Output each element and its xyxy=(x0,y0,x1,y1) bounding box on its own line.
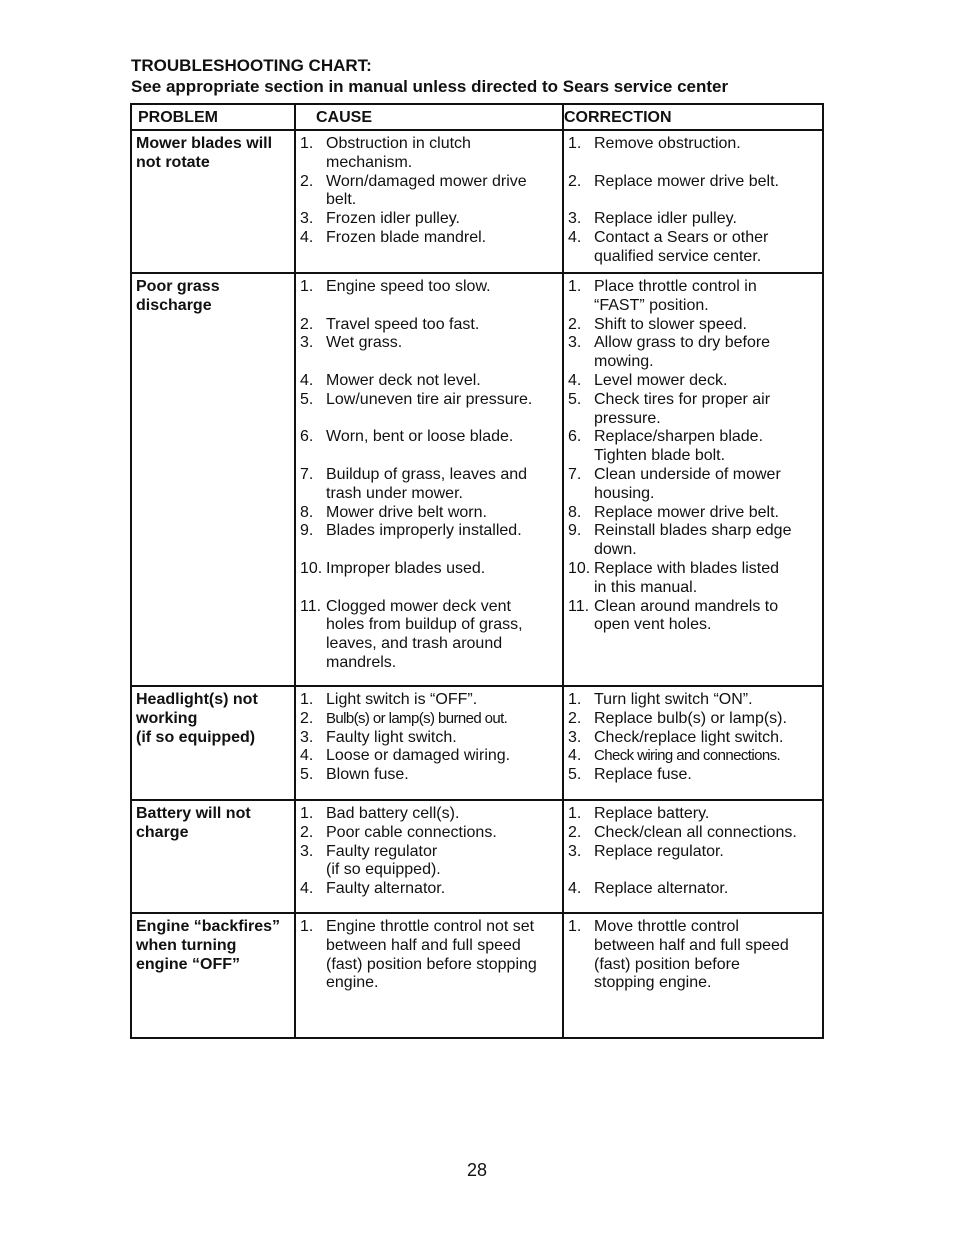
correction-text: Replace regulator. xyxy=(594,842,724,860)
correction-number: 3. xyxy=(568,728,582,746)
chart-title: TROUBLESHOOTING CHART: xyxy=(131,56,372,75)
cause-number: 3. xyxy=(300,728,314,746)
correction-text: Replace alternator. xyxy=(594,880,729,898)
cause-text: Faulty regulator xyxy=(326,842,438,860)
cause-number: 1. xyxy=(300,691,314,708)
cause-number: 11. xyxy=(300,597,322,615)
correction-text: Replace mower drive belt. xyxy=(594,503,779,521)
problem-text: (if so equipped) xyxy=(136,728,256,746)
correction-text: Level mower deck. xyxy=(594,372,728,389)
problem-cell xyxy=(136,135,272,173)
correction-number: 1. xyxy=(568,278,582,295)
correction-number: 5. xyxy=(568,766,582,784)
correction-number: 3. xyxy=(568,334,582,352)
cause-number: 6. xyxy=(300,428,314,446)
correction-text: (fast) position before xyxy=(594,955,740,973)
cause-number: 5. xyxy=(300,766,314,784)
problem-text: charge xyxy=(136,823,189,841)
cause-text: Light switch is “OFF”. xyxy=(326,691,478,708)
correction-number: 6. xyxy=(568,428,582,446)
correction-text: in this manual. xyxy=(594,578,698,596)
correction-text: Clean around mandrels to xyxy=(594,597,779,615)
cause-text: Mower deck not level. xyxy=(326,372,481,389)
cause-number: 4. xyxy=(300,372,314,389)
correction-number: 3. xyxy=(568,842,582,860)
correction-text: Check wiring and connections. xyxy=(594,747,781,765)
correction-text: down. xyxy=(594,541,637,559)
chart-subtitle: See appropriate section in manual unless directed to Sears service center xyxy=(131,77,729,96)
correction-number: 2. xyxy=(568,172,582,190)
cause-text: mandrels. xyxy=(326,653,397,671)
correction-number: 7. xyxy=(568,466,582,483)
cause-text: Poor cable connections. xyxy=(326,823,497,841)
correction-text: Replace/sharpen blade. xyxy=(594,428,764,446)
cause-number: 1. xyxy=(300,918,314,935)
problem-text: Battery will not xyxy=(136,805,251,822)
correction-text: Check/replace light switch. xyxy=(594,728,784,746)
cause-text: Engine throttle control not set xyxy=(326,918,535,935)
header-problem: PROBLEM xyxy=(138,109,218,126)
correction-number: 1. xyxy=(568,691,582,708)
cause-text: leaves, and trash around xyxy=(326,635,503,653)
correction-number: 3. xyxy=(568,210,582,228)
correction-text: Replace bulb(s) or lamp(s). xyxy=(594,709,787,727)
correction-text: Replace with blades listed xyxy=(594,560,779,577)
problem-cell xyxy=(136,691,258,747)
row-divider-3 xyxy=(132,799,822,801)
problem-text: not rotate xyxy=(136,153,210,171)
row-divider-2 xyxy=(132,685,822,687)
correction-text: stopping engine. xyxy=(594,974,712,992)
correction-text: qualified service center. xyxy=(594,247,762,265)
correction-text: Replace battery. xyxy=(594,805,710,822)
correction-text: Clean underside of mower xyxy=(594,466,781,483)
cause-text: Blades improperly installed. xyxy=(326,522,522,540)
correction-text: Remove obstruction. xyxy=(594,135,741,152)
cause-number: 1. xyxy=(300,805,314,822)
cause-text: Worn, bent or loose blade. xyxy=(326,428,514,446)
troubleshooting-table xyxy=(130,103,824,1039)
correction-number: 11. xyxy=(568,597,590,615)
cause-number: 4. xyxy=(300,229,314,246)
cause-number: 3. xyxy=(300,842,314,860)
cause-text: Obstruction in clutch xyxy=(326,135,471,152)
correction-text: Contact a Sears or other xyxy=(594,229,769,246)
cause-text: Bad battery cell(s). xyxy=(326,805,460,822)
problem-text: working xyxy=(136,709,198,727)
cause-text: Travel speed too fast. xyxy=(326,315,480,333)
correction-text: open vent holes. xyxy=(594,616,712,634)
correction-text: Check tires for proper air xyxy=(594,390,771,408)
problem-cell xyxy=(136,805,251,843)
header-cause: CAUSE xyxy=(316,109,373,126)
correction-number: 2. xyxy=(568,315,582,333)
problem-text: engine “OFF” xyxy=(136,955,240,973)
cause-text: Buildup of grass, leaves and xyxy=(326,466,528,483)
problem-text: when turning xyxy=(136,936,237,954)
correction-text: Move throttle control xyxy=(594,918,739,935)
correction-text: Check/clean all connections. xyxy=(594,823,797,841)
cause-number: 2. xyxy=(300,709,314,727)
cause-text: Loose or damaged wiring. xyxy=(326,747,511,765)
cause-number: 7. xyxy=(300,466,314,483)
correction-text: between half and full speed xyxy=(594,936,789,954)
correction-number: 4. xyxy=(568,229,582,246)
problem-cell xyxy=(136,918,280,974)
correction-text: “FAST” position. xyxy=(594,296,709,314)
correction-text: Place throttle control in xyxy=(594,278,757,295)
correction-number: 2. xyxy=(568,823,582,841)
cause-number: 5. xyxy=(300,390,314,408)
cause-text: between half and full speed xyxy=(326,936,521,954)
cause-number: 2. xyxy=(300,823,314,841)
cause-number: 3. xyxy=(300,334,314,352)
correction-text: Replace mower drive belt. xyxy=(594,172,779,190)
problem-text: discharge xyxy=(136,296,212,314)
cause-text: (if so equipped). xyxy=(326,861,441,879)
row-divider-4 xyxy=(132,912,822,914)
cause-text: belt. xyxy=(326,191,357,209)
correction-text: Tighten blade bolt. xyxy=(594,447,726,465)
cause-text: Frozen idler pulley. xyxy=(326,210,460,228)
cause-number: 4. xyxy=(300,747,314,765)
correction-number: 1. xyxy=(568,135,582,152)
cause-text: Worn/damaged mower drive xyxy=(326,172,527,190)
cause-text: Improper blades used. xyxy=(326,560,486,577)
correction-text: pressure. xyxy=(594,409,661,427)
cause-text: Bulb(s) or lamp(s) burned out. xyxy=(326,709,508,727)
problem-text: Engine “backfires” xyxy=(136,918,281,935)
cause-text: trash under mower. xyxy=(326,484,463,502)
correction-number: 4. xyxy=(568,747,582,765)
correction-text: Replace fuse. xyxy=(594,766,692,784)
cause-text: Clogged mower deck vent xyxy=(326,597,511,615)
correction-number: 9. xyxy=(568,522,582,540)
correction-number: 1. xyxy=(568,805,582,822)
column-divider-1 xyxy=(294,105,296,1037)
correction-text: Turn light switch “ON”. xyxy=(594,691,753,708)
cause-number: 9. xyxy=(300,522,314,540)
cause-text: engine. xyxy=(326,974,379,992)
cause-text: Blown fuse. xyxy=(326,766,409,784)
cause-text: Faulty alternator. xyxy=(326,880,446,898)
cause-number: 2. xyxy=(300,172,314,190)
cause-text: (fast) position before stopping xyxy=(326,955,537,973)
correction-number: 5. xyxy=(568,390,582,408)
correction-number: 4. xyxy=(568,880,582,898)
page-number: 28 xyxy=(466,1160,488,1180)
cause-text: mechanism. xyxy=(326,153,413,171)
correction-text: mowing. xyxy=(594,353,654,371)
problem-text: Headlight(s) not xyxy=(136,691,258,708)
cause-number: 10. xyxy=(300,560,323,577)
header-divider xyxy=(132,129,822,131)
correction-number: 1. xyxy=(568,918,582,935)
cause-text: holes from buildup of grass, xyxy=(326,616,523,634)
cause-text: Low/uneven tire air pressure. xyxy=(326,390,533,408)
correction-text: Allow grass to dry before xyxy=(594,334,771,352)
correction-number: 2. xyxy=(568,709,582,727)
cause-text: Engine speed too slow. xyxy=(326,278,491,295)
cause-number: 1. xyxy=(300,135,314,152)
correction-number: 10. xyxy=(568,560,591,577)
row-divider-1 xyxy=(132,272,822,274)
cause-number: 3. xyxy=(300,210,314,228)
problem-text: Poor grass xyxy=(136,278,220,295)
cause-text: Frozen blade mandrel. xyxy=(326,229,487,246)
cause-text: Wet grass. xyxy=(326,334,403,352)
problem-cell xyxy=(136,278,220,316)
cause-text: Mower drive belt worn. xyxy=(326,503,487,521)
correction-text: housing. xyxy=(594,484,655,502)
correction-text: Reinstall blades sharp edge xyxy=(594,522,792,540)
correction-text: Replace idler pulley. xyxy=(594,210,737,228)
correction-number: 4. xyxy=(568,372,582,389)
header-correction: CORRECTION xyxy=(564,109,672,126)
cause-number: 1. xyxy=(300,278,314,295)
cause-number: 2. xyxy=(300,315,314,333)
correction-number: 8. xyxy=(568,503,582,521)
cause-number: 4. xyxy=(300,880,314,898)
column-divider-2 xyxy=(562,105,564,1037)
cause-number: 8. xyxy=(300,503,314,521)
correction-text: Shift to slower speed. xyxy=(594,315,747,333)
cause-text: Faulty light switch. xyxy=(326,728,457,746)
problem-text: Mower blades will xyxy=(136,135,273,152)
